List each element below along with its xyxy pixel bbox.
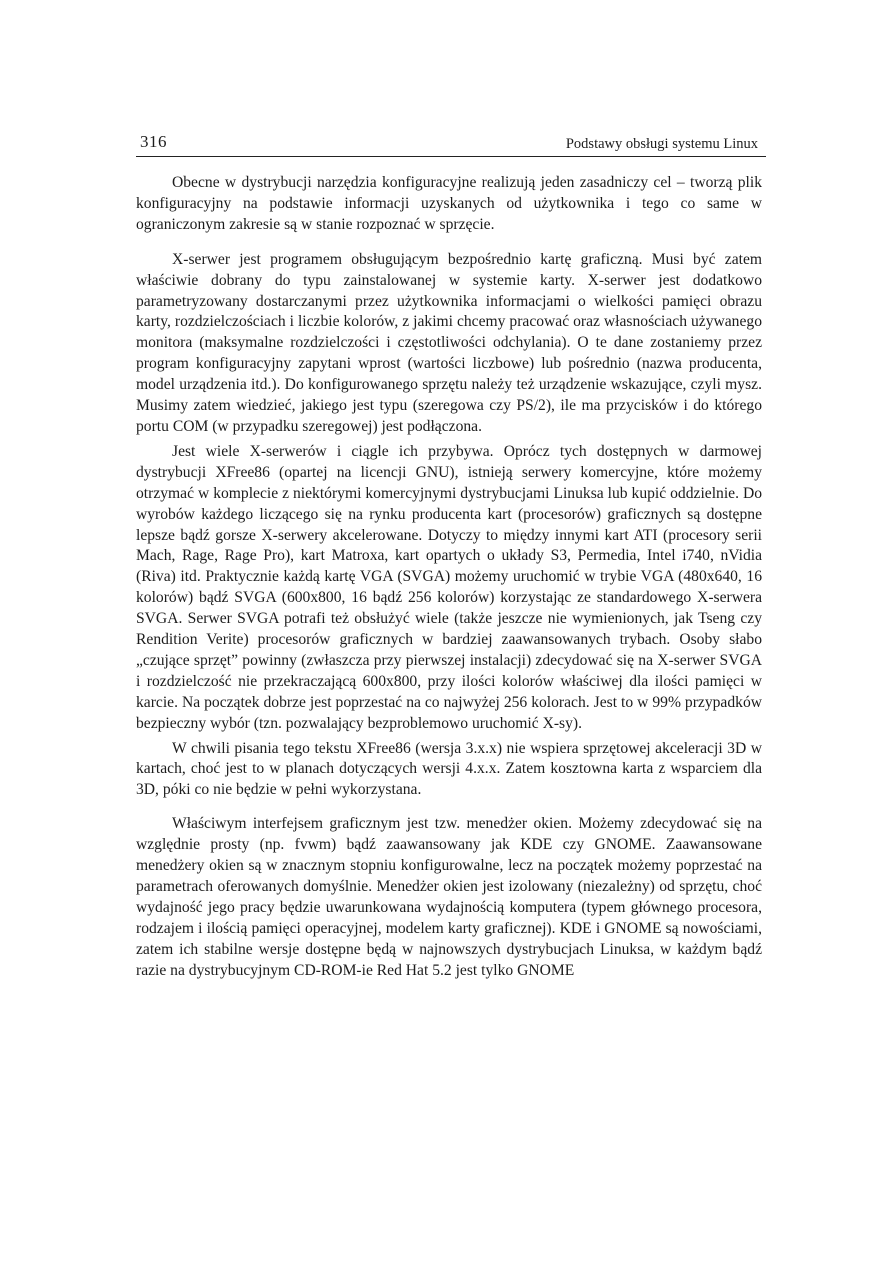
paragraph: X-serwer jest programem obsługującym bezpośrednio kartę graficzną. Musi być zatem właściwie dobrany do typu zainstalowanej w systemie karty. X-serwer jest dodatkowo parametryzowany dostarczanymi przez użytkownika informacjami o wielkości pamięci obrazu karty, rozdzielczościach i liczbie kolorów, z jakimi chcemy pracować oraz własnościach używanego monitora (maksymalne rozdzielczości i częstotliwości odchylania). O te dane zostaniemy przez program konfiguracyjny zapytani wprost (wartości liczbowe) lub pośrednio (nazwa producenta, model urządzenia itd.). Do konfigurowanego sprzętu należy też urządzenie wskazujące, czyli mysz. Musimy zatem wiedzieć, jakiego jest typu (szeregowa czy PS/2), ile ma przycisków i do którego portu COM (w przypadku szeregowej) jest podłączona. (136, 250, 762, 435)
paragraph: Właściwym interfejsem graficznym jest tzw. menedżer okien. Możemy zdecydować się na względnie prosty (np. fvwm) bądź zaawansowany jak KDE czy GNOME. Zaawansowane menedżery okien są w znacznym stopniu konfigurowalne, lecz na początek możemy poprzestać na parametrach oferowanych domyślnie. Menedżer okien jest izolowany (niezależny) od sprzętu, choć wydajność jego pracy będzie uwarunkowana wydajnością komputera (typem głównego procesora, rodzajem i ilością pamięci operacyjnej, modelem karty graficznej). KDE i GNOME są nowościami, zatem ich stabilne wersje dostępne będą w najnowszych dystrybucjach Linuksa, w każdym bądź razie na dystrybucyjnym CD-ROM-ie Red Hat 5.2 jest tylko GNOME (136, 815, 762, 979)
paragraph: Obecne w dystrybucji narzędzia konfiguracyjne realizują jeden zasadniczy cel – tworzą plik konfiguracyjny na podstawie informacji uzyskanych od użytkownika i tego co same w ograniczonym zakresie są w stanie rozpoznać w sprzęcie. (136, 174, 762, 233)
body-text (136, 173, 762, 982)
running-title: Podstawy obsługi systemu Linux (565, 136, 758, 152)
paragraph: Jest wiele X-serwerów i ciągle ich przybywa. Oprócz tych dostępnych w darmowej dystrybucji XFree86 (opartej na licencji GNU), istnieją serwery komercyjne, które możemy otrzymać w komplecie z niektórymi komercyjnymi dystrybucjami Linuksa lub kupić oddzielnie. Do wyrobów każdego liczącego się na rynku producenta kart (procesorów) graficznych są dostępne lepsze bądź gorsze X-serwery akcelerowane. Dotyczy to między innymi kart ATI (procesory serii Mach, Rage, Rage Pro), kart Matroxa, kart opartych o układy S3, Permedia, Intel i740, nVidia (Riva) itd. Praktycznie każdą kartę VGA (SVGA) możemy uruchomić w trybie VGA (480x640, 16 kolorów) bądź SVGA (600x800, 16 bądź 256 kolorów) korzystając ze standardowego X-serwera SVGA. Serwer SVGA potrafi też obsłużyć wiele (także jeszcze nie wymienionych, jak Tseng czy Rendition Verite) procesorów graficznych w bardziej zaawansowanych trybach. Osoby słabo „czujące sprzęt” powinny (zwłaszcza przy pierwszej instalacji) zdecydować się na X-serwer SVGA i rozdzielczość nie przekraczającą 600x800, przy ilości kolorów właściwej dla ilości pamięci w karcie. Na początek dobrze jest poprzestać na co najwyżej 256 kolorach. Jest to w 99% przypadków bezpieczny wybór (tzn. pozwalający bezproblemowo uruchomić X-sy). (136, 442, 762, 732)
page-number: 316 (140, 132, 167, 151)
paragraph: W chwili pisania tego tekstu XFree86 (wersja 3.x.x) nie wspiera sprzętowej akceleracji 3D w kartach, choć jest to w planach dotyczących wersji 4.x.x. Zatem kosztowna karta z wsparciem dla 3D, póki co nie będzie w pełni wykorzystana. (136, 739, 762, 799)
page-header (136, 128, 766, 157)
